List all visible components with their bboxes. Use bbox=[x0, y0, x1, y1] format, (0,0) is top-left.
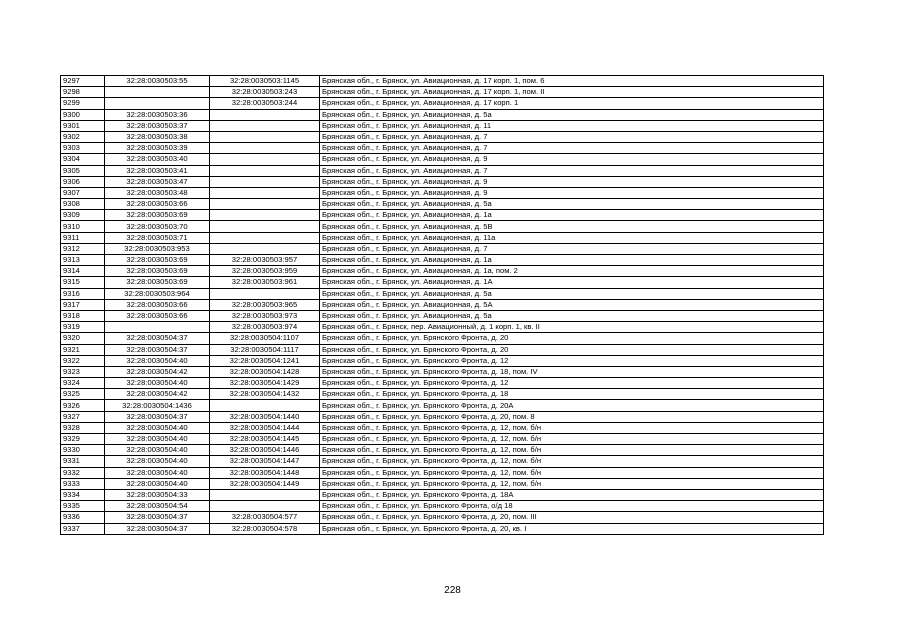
cadastral-number-cell: 32:28:0030504:37 bbox=[105, 523, 210, 534]
row-number-cell: 9332 bbox=[61, 467, 105, 478]
row-number-cell: 9330 bbox=[61, 445, 105, 456]
object-cadastral-number-cell bbox=[210, 154, 320, 165]
address-cell: Брянская обл., г. Брянск, ул. Брянского Фронта, д. 20А bbox=[320, 400, 824, 411]
object-cadastral-number-cell: 32:28:0030504:1428 bbox=[210, 366, 320, 377]
object-cadastral-number-cell: 32:28:0030504:578 bbox=[210, 523, 320, 534]
page-number: 228 bbox=[444, 585, 461, 596]
cadastral-number-cell: 32:28:0030503:38 bbox=[105, 131, 210, 142]
table-row bbox=[61, 366, 824, 377]
address-cell: Брянская обл., г. Брянск, ул. Брянского Фронта, д. 20 bbox=[320, 333, 824, 344]
row-number-cell: 9312 bbox=[61, 243, 105, 254]
cadastral-number-cell: 32:28:0030503:70 bbox=[105, 221, 210, 232]
object-cadastral-number-cell bbox=[210, 176, 320, 187]
row-number-cell: 9299 bbox=[61, 98, 105, 109]
cadastral-number-cell: 32:28:0030504:37 bbox=[105, 333, 210, 344]
row-number-cell: 9327 bbox=[61, 411, 105, 422]
row-number-cell: 9322 bbox=[61, 355, 105, 366]
object-cadastral-number-cell: 32:28:0030504:1449 bbox=[210, 478, 320, 489]
table-row bbox=[61, 165, 824, 176]
cadastral-number-cell: 32:28:0030503:71 bbox=[105, 232, 210, 243]
address-cell: Брянская обл., г. Брянск, ул. Авиационная, д. 17 корп. 1, пом. II bbox=[320, 87, 824, 98]
cadastral-number-cell: 32:28:0030503:964 bbox=[105, 288, 210, 299]
row-number-cell: 9303 bbox=[61, 143, 105, 154]
cadastral-number-cell: 32:28:0030504:37 bbox=[105, 512, 210, 523]
address-cell: Брянская обл., г. Брянск, ул. Брянского Фронта, д. 18 bbox=[320, 389, 824, 400]
cadastral-number-cell: 32:28:0030504:54 bbox=[105, 501, 210, 512]
cadastral-number-cell: 32:28:0030503:41 bbox=[105, 165, 210, 176]
address-cell: Брянская обл., г. Брянск, ул. Брянского Фронта, д. 12 bbox=[320, 355, 824, 366]
table-row bbox=[61, 255, 824, 266]
object-cadastral-number-cell: 32:28:0030503:959 bbox=[210, 266, 320, 277]
cadastral-number-cell: 32:28:0030503:48 bbox=[105, 187, 210, 198]
cadastral-number-cell: 32:28:0030504:40 bbox=[105, 422, 210, 433]
object-cadastral-number-cell: 32:28:0030504:1429 bbox=[210, 378, 320, 389]
row-number-cell: 9302 bbox=[61, 131, 105, 142]
cadastral-number-cell: 32:28:0030504:40 bbox=[105, 378, 210, 389]
table-row bbox=[61, 512, 824, 523]
object-cadastral-number-cell bbox=[210, 187, 320, 198]
table-row bbox=[61, 400, 824, 411]
address-cell: Брянская обл., г. Брянск, ул. Авиационная, д. 7 bbox=[320, 165, 824, 176]
row-number-cell: 9324 bbox=[61, 378, 105, 389]
object-cadastral-number-cell: 32:28:0030504:1446 bbox=[210, 445, 320, 456]
table-row bbox=[61, 445, 824, 456]
row-number-cell: 9313 bbox=[61, 255, 105, 266]
object-cadastral-number-cell bbox=[210, 243, 320, 254]
address-cell: Брянская обл., г. Брянск, ул. Брянского Фронта, д. 18А bbox=[320, 489, 824, 500]
table-row bbox=[61, 355, 824, 366]
table-row bbox=[61, 434, 824, 445]
cadastral-number-cell bbox=[105, 98, 210, 109]
table-row bbox=[61, 199, 824, 210]
row-number-cell: 9337 bbox=[61, 523, 105, 534]
cadastral-number-cell: 32:28:0030504:42 bbox=[105, 366, 210, 377]
row-number-cell: 9331 bbox=[61, 456, 105, 467]
object-cadastral-number-cell: 32:28:0030503:973 bbox=[210, 310, 320, 321]
cadastral-number-cell: 32:28:0030503:69 bbox=[105, 255, 210, 266]
table-row bbox=[61, 299, 824, 310]
cadastral-number-cell: 32:28:0030503:40 bbox=[105, 154, 210, 165]
table-row bbox=[61, 98, 824, 109]
row-number-cell: 9301 bbox=[61, 120, 105, 131]
table-row bbox=[61, 120, 824, 131]
cadastral-number-cell: 32:28:0030504:40 bbox=[105, 445, 210, 456]
table-row bbox=[61, 411, 824, 422]
table-row bbox=[61, 456, 824, 467]
object-cadastral-number-cell bbox=[210, 400, 320, 411]
row-number-cell: 9314 bbox=[61, 266, 105, 277]
cadastral-number-cell: 32:28:0030503:39 bbox=[105, 143, 210, 154]
address-cell: Брянская обл., г. Брянск, ул. Брянского Фронта, д. 12, пом. б/н bbox=[320, 445, 824, 456]
row-number-cell: 9304 bbox=[61, 154, 105, 165]
object-cadastral-number-cell: 32:28:0030504:1444 bbox=[210, 422, 320, 433]
row-number-cell: 9335 bbox=[61, 501, 105, 512]
cadastral-number-cell: 32:28:0030504:40 bbox=[105, 456, 210, 467]
address-cell: Брянская обл., г. Брянск, ул. Авиационная, д. 17 корп. 1, пом. 6 bbox=[320, 76, 824, 87]
object-cadastral-number-cell: 32:28:0030504:1448 bbox=[210, 467, 320, 478]
table-row bbox=[61, 76, 824, 87]
table-row bbox=[61, 523, 824, 534]
table-row bbox=[61, 131, 824, 142]
cadastral-number-cell: 32:28:0030504:40 bbox=[105, 434, 210, 445]
row-number-cell: 9315 bbox=[61, 277, 105, 288]
table-row bbox=[61, 389, 824, 400]
cadastral-number-cell: 32:28:0030504:40 bbox=[105, 467, 210, 478]
table-row bbox=[61, 310, 824, 321]
address-cell: Брянская обл., г. Брянск, ул. Авиационная, д. 1а bbox=[320, 210, 824, 221]
object-cadastral-number-cell bbox=[210, 109, 320, 120]
object-cadastral-number-cell bbox=[210, 210, 320, 221]
address-cell: Брянская обл., г. Брянск, ул. Авиационная, д. 5В bbox=[320, 221, 824, 232]
address-cell: Брянская обл., г. Брянск, ул. Брянского Фронта, д. 20, кв. I bbox=[320, 523, 824, 534]
registry-table-body bbox=[61, 76, 824, 535]
table-row bbox=[61, 467, 824, 478]
row-number-cell: 9319 bbox=[61, 322, 105, 333]
object-cadastral-number-cell bbox=[210, 501, 320, 512]
cadastral-number-cell: 32:28:0030503:69 bbox=[105, 266, 210, 277]
address-cell: Брянская обл., г. Брянск, ул. Авиационная, д. 7 bbox=[320, 131, 824, 142]
object-cadastral-number-cell: 32:28:0030504:577 bbox=[210, 512, 320, 523]
table-row bbox=[61, 501, 824, 512]
row-number-cell: 9308 bbox=[61, 199, 105, 210]
cadastral-number-cell: 32:28:0030503:69 bbox=[105, 277, 210, 288]
address-cell: Брянская обл., г. Брянск, ул. Авиационная, д. 5а bbox=[320, 199, 824, 210]
object-cadastral-number-cell: 32:28:0030504:1445 bbox=[210, 434, 320, 445]
address-cell: Брянская обл., г. Брянск, ул. Авиационная, д. 1а, пом. 2 bbox=[320, 266, 824, 277]
table-row bbox=[61, 154, 824, 165]
object-cadastral-number-cell bbox=[210, 221, 320, 232]
table-row bbox=[61, 489, 824, 500]
address-cell: Брянская обл., г. Брянск, ул. Авиационная, д. 5а bbox=[320, 109, 824, 120]
cadastral-number-cell: 32:28:0030504:40 bbox=[105, 355, 210, 366]
table-row bbox=[61, 243, 824, 254]
row-number-cell: 9336 bbox=[61, 512, 105, 523]
cadastral-number-cell: 32:28:0030503:37 bbox=[105, 120, 210, 131]
row-number-cell: 9326 bbox=[61, 400, 105, 411]
address-cell: Брянская обл., г. Брянск, ул. Брянского Фронта, д. 12, пом. б/н bbox=[320, 478, 824, 489]
object-cadastral-number-cell: 32:28:0030503:965 bbox=[210, 299, 320, 310]
object-cadastral-number-cell: 32:28:0030504:1117 bbox=[210, 344, 320, 355]
address-cell: Брянская обл., г. Брянск, ул. Брянского Фронта, д. 20, пом. 8 bbox=[320, 411, 824, 422]
object-cadastral-number-cell: 32:28:0030504:1447 bbox=[210, 456, 320, 467]
cadastral-number-cell: 32:28:0030503:66 bbox=[105, 299, 210, 310]
address-cell: Брянская обл., г. Брянск, ул. Брянского Фронта, д. 12, пом. б/н bbox=[320, 456, 824, 467]
address-cell: Брянская обл., г. Брянск, ул. Брянского Фронта, д. 12, пом. б/н bbox=[320, 467, 824, 478]
address-cell: Брянская обл., г. Брянск, ул. Авиационная, д. 11 bbox=[320, 120, 824, 131]
address-cell: Брянская обл., г. Брянск, ул. Авиационная, д. 17 корп. 1 bbox=[320, 98, 824, 109]
row-number-cell: 9309 bbox=[61, 210, 105, 221]
table-row bbox=[61, 288, 824, 299]
object-cadastral-number-cell: 32:28:0030503:961 bbox=[210, 277, 320, 288]
row-number-cell: 9318 bbox=[61, 310, 105, 321]
cadastral-number-cell: 32:28:0030503:66 bbox=[105, 310, 210, 321]
object-cadastral-number-cell: 32:28:0030503:244 bbox=[210, 98, 320, 109]
row-number-cell: 9297 bbox=[61, 76, 105, 87]
object-cadastral-number-cell: 32:28:0030504:1107 bbox=[210, 333, 320, 344]
table-row bbox=[61, 322, 824, 333]
address-cell: Брянская обл., г. Брянск, ул. Авиационная, д. 5а bbox=[320, 310, 824, 321]
table-row bbox=[61, 221, 824, 232]
address-cell: Брянская обл., г. Брянск, ул. Брянского Фронта, д. 12 bbox=[320, 378, 824, 389]
cadastral-number-cell: 32:28:0030504:42 bbox=[105, 389, 210, 400]
cadastral-number-cell: 32:28:0030503:66 bbox=[105, 199, 210, 210]
address-cell: Брянская обл., г. Брянск, пер. Авиационный, д. 1 корп. 1, кв. II bbox=[320, 322, 824, 333]
row-number-cell: 9307 bbox=[61, 187, 105, 198]
table-row bbox=[61, 422, 824, 433]
table-row bbox=[61, 143, 824, 154]
address-cell: Брянская обл., г. Брянск, ул. Авиационная, д. 5а bbox=[320, 288, 824, 299]
cadastral-number-cell: 32:28:0030504:37 bbox=[105, 411, 210, 422]
address-cell: Брянская обл., г. Брянск, ул. Авиационная, д. 5А bbox=[320, 299, 824, 310]
address-cell: Брянская обл., г. Брянск, ул. Брянского Фронта, д. 12, пом. б/н bbox=[320, 434, 824, 445]
row-number-cell: 9323 bbox=[61, 366, 105, 377]
row-number-cell: 9333 bbox=[61, 478, 105, 489]
table-row bbox=[61, 109, 824, 120]
address-cell: Брянская обл., г. Брянск, ул. Авиационная, д. 7 bbox=[320, 243, 824, 254]
address-cell: Брянская обл., г. Брянск, ул. Брянского Фронта, д. 12, пом. б/н bbox=[320, 422, 824, 433]
row-number-cell: 9334 bbox=[61, 489, 105, 500]
row-number-cell: 9305 bbox=[61, 165, 105, 176]
object-cadastral-number-cell bbox=[210, 288, 320, 299]
address-cell: Брянская обл., г. Брянск, ул. Авиационная, д. 9 bbox=[320, 176, 824, 187]
address-cell: Брянская обл., г. Брянск, ул. Брянского Фронта, д. 20, пом. III bbox=[320, 512, 824, 523]
table-row bbox=[61, 210, 824, 221]
row-number-cell: 9310 bbox=[61, 221, 105, 232]
object-cadastral-number-cell: 32:28:0030504:1241 bbox=[210, 355, 320, 366]
object-cadastral-number-cell bbox=[210, 199, 320, 210]
object-cadastral-number-cell: 32:28:0030504:1432 bbox=[210, 389, 320, 400]
cadastral-number-cell bbox=[105, 87, 210, 98]
object-cadastral-number-cell bbox=[210, 489, 320, 500]
cadastral-number-cell bbox=[105, 322, 210, 333]
row-number-cell: 9311 bbox=[61, 232, 105, 243]
table-row bbox=[61, 478, 824, 489]
cadastral-number-cell: 32:28:0030503:36 bbox=[105, 109, 210, 120]
table-row bbox=[61, 187, 824, 198]
row-number-cell: 9298 bbox=[61, 87, 105, 98]
row-number-cell: 9306 bbox=[61, 176, 105, 187]
address-cell: Брянская обл., г. Брянск, ул. Авиационная, д. 7 bbox=[320, 143, 824, 154]
address-cell: Брянская обл., г. Брянск, ул. Авиационная, д. 1а bbox=[320, 255, 824, 266]
object-cadastral-number-cell bbox=[210, 143, 320, 154]
table-row bbox=[61, 378, 824, 389]
table-row bbox=[61, 87, 824, 98]
object-cadastral-number-cell: 32:28:0030503:974 bbox=[210, 322, 320, 333]
table-row bbox=[61, 344, 824, 355]
address-cell: Брянская обл., г. Брянск, ул. Авиационная, д. 9 bbox=[320, 154, 824, 165]
object-cadastral-number-cell: 32:28:0030503:1145 bbox=[210, 76, 320, 87]
object-cadastral-number-cell: 32:28:0030504:1440 bbox=[210, 411, 320, 422]
table-row bbox=[61, 176, 824, 187]
object-cadastral-number-cell bbox=[210, 131, 320, 142]
row-number-cell: 9317 bbox=[61, 299, 105, 310]
row-number-cell: 9320 bbox=[61, 333, 105, 344]
registry-table bbox=[60, 75, 824, 535]
object-cadastral-number-cell bbox=[210, 232, 320, 243]
cadastral-number-cell: 32:28:0030503:953 bbox=[105, 243, 210, 254]
object-cadastral-number-cell: 32:28:0030503:243 bbox=[210, 87, 320, 98]
row-number-cell: 9316 bbox=[61, 288, 105, 299]
address-cell: Брянская обл., г. Брянск, ул. Авиационная, д. 1А bbox=[320, 277, 824, 288]
cadastral-number-cell: 32:28:0030503:55 bbox=[105, 76, 210, 87]
cadastral-number-cell: 32:28:0030504:33 bbox=[105, 489, 210, 500]
row-number-cell: 9321 bbox=[61, 344, 105, 355]
object-cadastral-number-cell bbox=[210, 120, 320, 131]
row-number-cell: 9300 bbox=[61, 109, 105, 120]
address-cell: Брянская обл., г. Брянск, ул. Авиационная, д. 11а bbox=[320, 232, 824, 243]
table-row bbox=[61, 266, 824, 277]
table-row bbox=[61, 232, 824, 243]
address-cell: Брянская обл., г. Брянск, ул. Брянского Фронта, о/д 18 bbox=[320, 501, 824, 512]
table-row bbox=[61, 277, 824, 288]
address-cell: Брянская обл., г. Брянск, ул. Брянского Фронта, д. 20 bbox=[320, 344, 824, 355]
object-cadastral-number-cell: 32:28:0030503:957 bbox=[210, 255, 320, 266]
cadastral-number-cell: 32:28:0030503:69 bbox=[105, 210, 210, 221]
object-cadastral-number-cell bbox=[210, 165, 320, 176]
address-cell: Брянская обл., г. Брянск, ул. Авиационная, д. 9 bbox=[320, 187, 824, 198]
cadastral-number-cell: 32:28:0030504:40 bbox=[105, 478, 210, 489]
row-number-cell: 9325 bbox=[61, 389, 105, 400]
cadastral-number-cell: 32:28:0030503:47 bbox=[105, 176, 210, 187]
row-number-cell: 9328 bbox=[61, 422, 105, 433]
table-row bbox=[61, 333, 824, 344]
cadastral-number-cell: 32:28:0030504:1436 bbox=[105, 400, 210, 411]
row-number-cell: 9329 bbox=[61, 434, 105, 445]
cadastral-number-cell: 32:28:0030504:37 bbox=[105, 344, 210, 355]
address-cell: Брянская обл., г. Брянск, ул. Брянского Фронта, д. 18, пом. IV bbox=[320, 366, 824, 377]
